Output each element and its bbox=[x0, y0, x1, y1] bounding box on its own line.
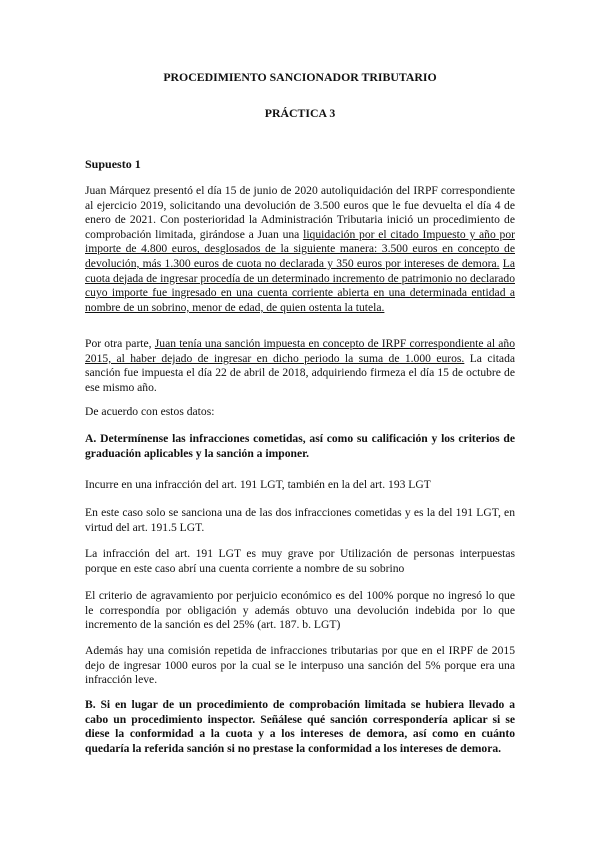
question-a: A. Determínense las infracciones cometidas, así como su calificación y los criterios de graduación aplicables y la sanción a imponer. bbox=[85, 432, 515, 460]
answer-2: En este caso solo se sanciona una de las dos infracciones cometidas y es la del 191 LGT, en virtud del art. 191.5 LGT. bbox=[85, 506, 515, 534]
answer-5: Además hay una comisión repetida de infracciones tributarias por que en el IRPF de 2015 dejo de ingresar 1000 euros por la cual se le interpuso una sanción del 5% porque era una infracción leve. bbox=[85, 644, 515, 687]
document-subtitle: PRÁCTICA 3 bbox=[264, 106, 336, 120]
answer-1: Incurre en una infracción del art. 191 LGT, también en la del art. 193 LGT bbox=[85, 478, 431, 491]
prior-text-2: La citada sanción fue impuesta el día 22 de abril de 2018, adquiriendo firmeza el día 15 de octubre de ese mismo año. bbox=[85, 351, 516, 394]
question-b: B. Si en lugar de un procedimiento de comprobación limitada se hubiera llevado a cabo un procedimiento inspector. Señálese qué sanción correspondería aplicar si se diese la conformidad a la cuota y a los intereses de demora, así como en cuánto quedaría la referida sanción si no prestase la conformidad a los intereses de demora. bbox=[85, 698, 515, 755]
paragraph-prior-sanction bbox=[85, 337, 515, 395]
facts-underlined-2: La cuota dejada de ingresar procedía de un determinado incremento de patrimonio no declarado cuyo importe fue ingresado en una cuenta corriente abierta en una determinada entidad a nombre de un sobrino, menor de edad, de quien ostenta la tutela. bbox=[85, 256, 515, 314]
document-title: PROCEDIMIENTO SANCIONADOR TRIBUTARIO bbox=[163, 70, 437, 84]
facts-underlined-1: liquidación por el citado Impuesto y año por importe de 4.800 euros, desglosados de la siguiente manera: 3.500 euros en concepto de devolución, más 1.300 euros de cuota no declarada y 350 euros por intereses de demora. bbox=[85, 227, 515, 270]
answer-3: La infracción del art. 191 LGT es muy grave por Utilización de personas interpuestas porque en este caso abrí una cuenta corriente a nombre de su sobrino bbox=[85, 547, 515, 575]
section-heading: Supuesto 1 bbox=[85, 157, 141, 171]
prior-underlined: Juan tenía una sanción impuesta en concepto de IRPF correspondiente al año 2015, al haber dejado de ingresar en dicho periodo la suma de 1.000 euros. bbox=[85, 337, 515, 365]
facts-text-1: Juan Márquez presentó el día 15 de junio de 2020 autoliquidación del IRPF correspondiente al ejercicio 2019, solicitando una devolución de 3.500 euros que le fue devuelta el día 4 de enero de 2021. Con posterioridad la Administración Tributaria inició un procedimiento de comprobación limitada, girándose a Juan una bbox=[85, 184, 515, 241]
paragraph-intro: De acuerdo con estos datos: bbox=[85, 405, 215, 418]
paragraph-facts bbox=[85, 184, 515, 315]
answer-4: El criterio de agravamiento por perjuicio económico es del 100% porque no ingresó lo que le correspondía por obligación y además obtuvo una devolución indebida por lo que incremento de la sanción es del 25% (art. 187. b. LGT) bbox=[85, 589, 515, 632]
prior-text-1: Por otra parte, bbox=[85, 337, 155, 350]
